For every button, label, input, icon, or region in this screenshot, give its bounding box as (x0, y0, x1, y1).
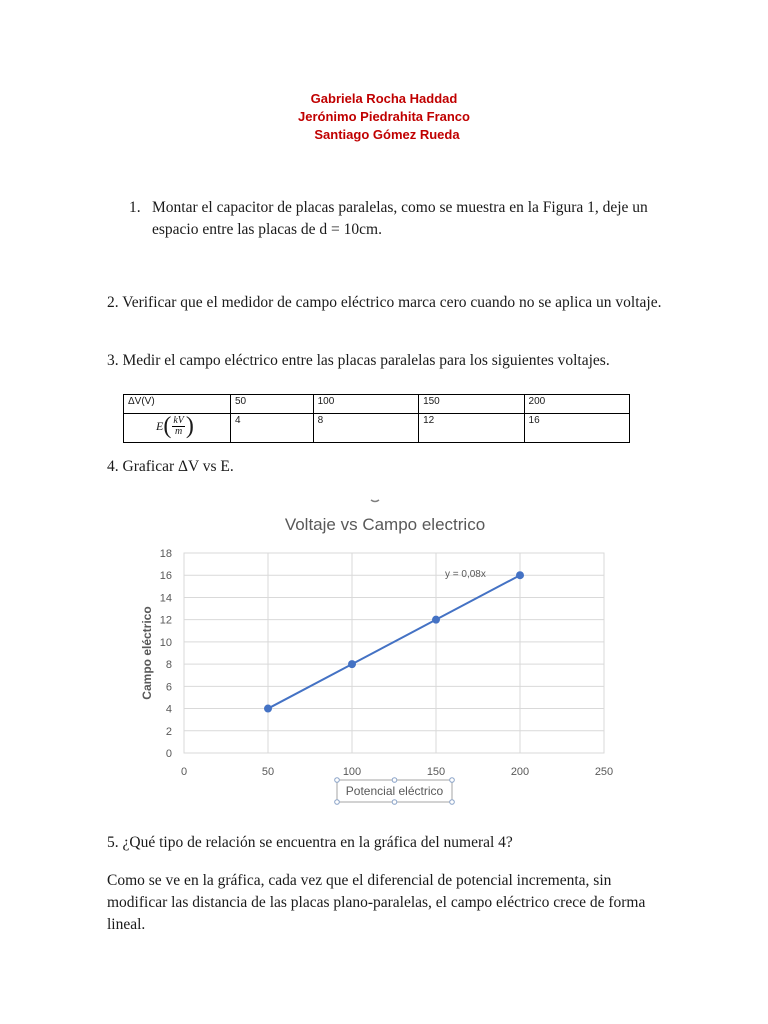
table-row (124, 395, 630, 414)
selection-handle (392, 800, 397, 805)
table-cell: 200 (524, 395, 629, 414)
formula-var: E (156, 418, 164, 433)
author-name: Gabriela Rocha Haddad (310, 91, 458, 106)
table-cell: 4 (231, 414, 314, 443)
x-tick-label: 200 (510, 766, 530, 778)
table-cell: 150 (419, 395, 524, 414)
data-point (516, 571, 524, 579)
x-axis-label: Potencial eléctrico (345, 784, 444, 798)
fraction-num: kV (173, 414, 184, 426)
item-4-text: 4. Graficar ΔV vs E. (107, 458, 234, 475)
data-table (123, 394, 630, 443)
chart-handle-mark (371, 500, 379, 502)
x-tick-label: 50 (261, 766, 275, 778)
fraction-den: m (175, 425, 183, 437)
y-axis-label: Campo eléctrico (140, 606, 154, 700)
table-row (124, 414, 630, 443)
data-point (348, 660, 356, 668)
formula-paren: ( (163, 413, 172, 439)
x-tick-label: 100 (342, 766, 362, 778)
plot-area (184, 553, 604, 753)
selection-handle (335, 778, 340, 783)
y-tick-label: 6 (165, 681, 172, 694)
y-tick-label: 0 (165, 748, 172, 760)
table-header-field (124, 414, 231, 443)
chart-svg (130, 495, 620, 810)
author-name: Jerónimo Piedrahita Franco (298, 109, 470, 124)
list-number: 1. (129, 199, 141, 216)
item-5-text: 5. ¿Qué tipo de relación se encuentra en la gráfica del numeral 4? (107, 834, 513, 851)
author-name: Santiago Gómez Rueda (314, 127, 460, 142)
selection-handle (392, 778, 397, 783)
table-cell: 16 (524, 414, 629, 443)
y-tick-label: 4 (165, 703, 172, 716)
x-tick-label: 0 (180, 766, 188, 778)
selection-handle (450, 778, 455, 783)
table-cell: 100 (313, 395, 418, 414)
table-cell: 50 (231, 395, 314, 414)
x-tick-label: 250 (594, 766, 614, 778)
answer-text: Como se ve en la gráfica, cada vez que el diferencial de potencial incrementa, sin modificar las distancia de las placas plano-paralelas, el campo eléctrico crece de forma lineal. (107, 872, 646, 933)
table-header-voltage: ΔV(V) (124, 395, 231, 414)
item-2-text: 2. Verificar que el medidor de campo eléctrico marca cero cuando no se aplica un voltaje. (107, 294, 662, 311)
y-tick-label: 14 (159, 592, 172, 605)
list-text: Montar el capacitor de placas paralelas, como se muestra en la Figura 1, deje un espacio entre las placas de d = 10cm. (152, 199, 648, 238)
x-tick-label: 150 (426, 766, 446, 778)
y-tick-label: 18 (159, 548, 172, 560)
y-tick-label: 8 (165, 659, 172, 672)
selection-handle (335, 800, 340, 805)
authors-block (0, 90, 768, 144)
field-unit-formula (156, 415, 194, 437)
formula-paren: ) (185, 413, 194, 439)
table-cell: 8 (313, 414, 418, 443)
y-tick-label: 12 (159, 614, 172, 627)
formula-fraction (172, 416, 185, 437)
trendline-label: y = 0,08x (445, 569, 486, 581)
table-cell: 12 (419, 414, 524, 443)
item-3-text: 3. Medir el campo eléctrico entre las placas paralelas para los siguientes voltajes. (107, 352, 610, 369)
chart (130, 495, 620, 810)
selection-handle (450, 800, 455, 805)
data-point (264, 705, 272, 713)
y-tick-label: 2 (165, 725, 172, 738)
chart-title: Voltaje vs Campo electrico (284, 515, 486, 534)
y-tick-label: 10 (159, 636, 172, 649)
data-point (432, 616, 440, 624)
y-tick-label: 16 (159, 570, 172, 583)
